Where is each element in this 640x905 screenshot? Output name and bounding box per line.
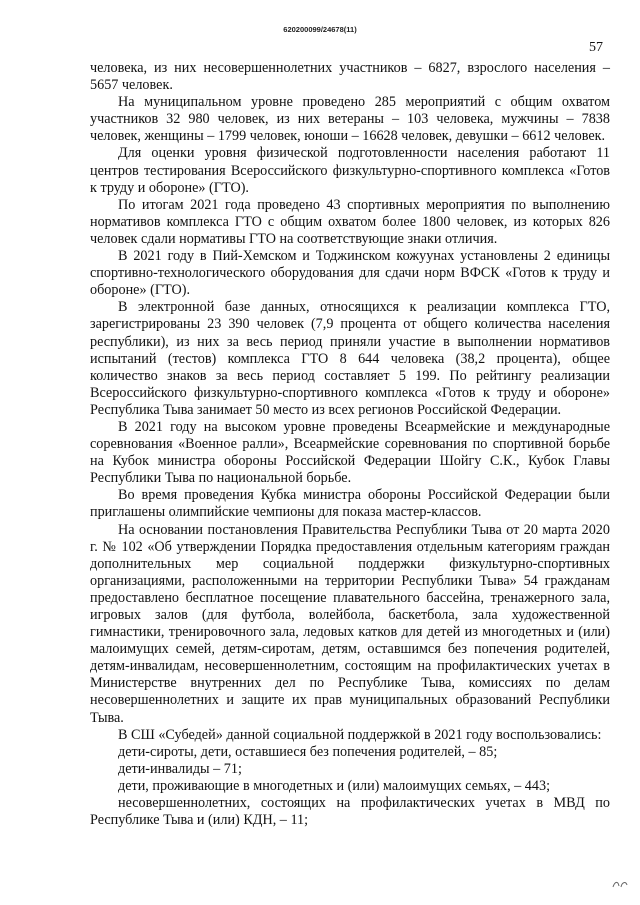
document-id: 620200099/24678(11) bbox=[283, 25, 357, 34]
page-number: 57 bbox=[589, 40, 603, 55]
list-item: дети, проживающие в многодетных и (или) малоимущих семьях, – 443; bbox=[118, 777, 551, 794]
paragraph: Для оценки уровня физической подготовленности населения работают 11 центров тестирования Всероссийского физкультурно-спортивного комплекса «Готов к труду и обороне» (ГТО). bbox=[90, 145, 610, 196]
paragraph: человека, из них несовершеннолетних участников – 6827, взрослого населения – 5657 человек. bbox=[90, 60, 610, 94]
list-item: дети-сироты, дети, оставшиеся без попечения родителей, – 85; bbox=[118, 743, 498, 760]
paragraph: В 2021 году на высоком уровне проведены Всеармейские и международные соревнования «Военное ралли», Всеармейские соревнования по спортивной борьбе на Кубок министра обороны Российской Федерации Шойгу С.К., Кубок Главы Республики Тыва по национальной борьбе. bbox=[90, 418, 610, 487]
paragraph: В электронной базе данных, относящихся к реализации комплекса ГТО, зарегистрированы 23 390 человек (7,9 процента от общего количества населения республики), из них за весь период приняли участие в выполнении нормативов испытаний (тестов) комплекса ГТО 8 644 человека (38,2 процента), общее количество знаков за весь период составляет 5 199. По рейтингу реализации Всероссийского физкультурно-спортивного комплекса «Готов к труду и обороне» Республика Тыва занимает 50 место из всех регионов Российской Федерации. bbox=[90, 299, 610, 418]
paragraph: В 2021 году в Пий-Хемском и Тоджинском кожуунах установлены 2 единицы спортивно-технологического оборудования для сдачи норм ВФСК «Готов к труду и обороне» (ГТО). bbox=[90, 248, 610, 299]
paragraph: На основании постановления Правительства Республики Тыва от 20 марта 2020 г. № 102 «Об утверждении Порядка предоставления отдельным категориям граждан дополнительных мер социальной поддержки физкультурно-спортивных организациями, расположенными на территории Республики Тыва» 54 гражданам предоставлено бесплатное посещение плавательного бассейна, тренажерного зала, игровых залов (для футбола, волейбола, баскетбола, зала художественной гимнастики, тренировочного зала, ледовых катков для детей из многодетных и (или) малоимущих семей, детям-сиротам, детям, оставшимся без попечения родителей, детям-инвалидам, несовершеннолетним, состоящим на профилактических учетах в Министерстве внутренних дел по Республике Тыва, комиссиях по делам несовершеннолетних и защите их прав муниципальных образований Республики Тыва. bbox=[90, 521, 610, 726]
paragraph: На муниципальном уровне проведено 285 мероприятий с общим охватом участников 32 980 человек, из них ветераны – 103 человека, мужчины – 7838 человек, женщины – 1799 человек, юноши – 16628 человек, девушки – 6612 человек. bbox=[90, 94, 610, 145]
paragraph: Во время проведения Кубка министра обороны Российской Федерации были приглашены олимпийские чемпионы для показа мастер-классов. bbox=[90, 487, 610, 521]
list-item: дети-инвалиды – 71; bbox=[118, 760, 242, 777]
handwritten-mark bbox=[612, 878, 628, 893]
paragraph: По итогам 2021 года проведено 43 спортивных мероприятия по выполнению нормативов комплекса ГТО с общим охватом более 1800 человек, из которых 826 человек сдали нормативы ГТО на соответствующие знаки отличия. bbox=[90, 196, 610, 247]
document-body bbox=[90, 60, 610, 829]
paragraph: В СШ «Субедей» данной социальной поддержкой в 2021 году воспользовались: bbox=[118, 726, 602, 743]
list-item: несовершеннолетних, состоящих на профилактических учетах в МВД по Республике Тыва и (или) КДН, – 11; bbox=[90, 795, 610, 829]
